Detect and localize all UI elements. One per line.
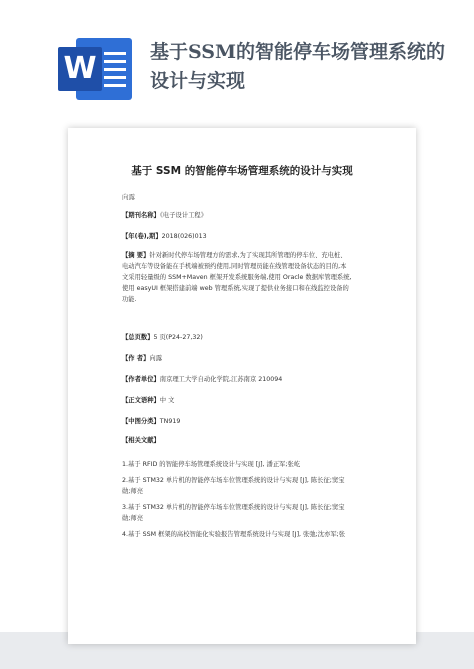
- field-key: 【年(卷),期】: [122, 233, 162, 240]
- reference-item: [122, 502, 368, 524]
- field-value: 2018(026)013: [161, 233, 207, 240]
- related-heading: [122, 435, 368, 446]
- abstract-line: 使用 easyUI 框架搭建前端 web 管理系统,实现了提供业务接口和在线监控设备的: [122, 285, 349, 292]
- field-value: 中 文: [159, 397, 175, 404]
- reference-list: [122, 459, 368, 545]
- word-icon-line: [104, 60, 126, 63]
- abstract-line: 电动汽车等设备能在手机端被预约使用,同时管理员能在线管理设备状态的目的,本: [122, 263, 347, 270]
- word-icon-letter: W: [58, 47, 102, 91]
- field-key: 【作 者】: [122, 355, 150, 362]
- field-key: 【总页数】: [122, 334, 154, 341]
- field-value: 5 页(P24-27,32): [153, 334, 203, 341]
- field-key: 【作者单位】: [122, 376, 160, 383]
- reference-line: 3.基于 STM32 单片机的智能停车场车位管理系统的设计与实现 [J], 陈长征;窦宝: [122, 504, 345, 511]
- page-title: 基于SSM的智能停车场管理系统的设计与实现: [150, 41, 446, 92]
- abstract-field: [122, 250, 368, 305]
- document-author-line: 向露: [122, 193, 135, 201]
- abstract-line: 功能.: [122, 296, 137, 303]
- journal-field: [122, 210, 368, 221]
- reference-line: 1.基于 RFID 的智能停车场管理系统设计与实现 [J], 潘正军;张屹: [122, 461, 301, 468]
- reference-item: [122, 459, 368, 470]
- author-field: [122, 353, 368, 364]
- header: [0, 0, 474, 112]
- word-icon-line: [104, 84, 126, 87]
- reference-line: 4.基于 SSM 框架的高校智能化实验报告管理系统设计与实现 [J], 张弛;沈亦军;张: [122, 531, 346, 538]
- document-page: [68, 128, 416, 644]
- reference-line: 勋;师亮: [122, 515, 144, 522]
- document-title: 基于 SSM 的智能停车场管理系统的设计与实现: [131, 165, 353, 177]
- field-key: 【相关文献】: [122, 437, 160, 444]
- reference-item: [122, 475, 368, 497]
- field-value: 《电子设计工程》: [159, 212, 208, 219]
- language-field: [122, 395, 368, 406]
- word-icon-line: [104, 68, 126, 71]
- field-value: TN919: [159, 418, 181, 425]
- field-key: 【摘 要】: [122, 252, 150, 259]
- field-value: 向露: [149, 355, 162, 362]
- word-document-icon: [58, 38, 132, 100]
- reference-item: [122, 529, 368, 540]
- word-icon-line: [104, 52, 126, 55]
- pages-field: [122, 332, 368, 343]
- field-key: 【期刊名称】: [122, 212, 160, 219]
- abstract-line: 文采用轻量级的 SSM+Maven 框架开发系统服务端,使用 Oracle 数据库管理系统,: [122, 274, 352, 281]
- reference-line: 勋;师亮: [122, 488, 144, 495]
- unit-field: [122, 374, 368, 385]
- reference-line: 2.基于 STM32 单片机的智能停车场车位管理系统的设计与实现 [J], 陈长征;窦宝: [122, 477, 345, 484]
- word-icon-line: [104, 76, 126, 79]
- field-key: 【中图分类】: [122, 418, 160, 425]
- abstract-line: 针对新时代停车场管理方的需求,为了实现其所管理的停车位、充电桩、: [149, 252, 347, 259]
- classification-field: [122, 416, 368, 427]
- issue-field: [122, 231, 368, 242]
- field-value: 南京理工大学自动化学院,江苏南京 210094: [159, 376, 283, 383]
- field-key: 【正文语种】: [122, 397, 160, 404]
